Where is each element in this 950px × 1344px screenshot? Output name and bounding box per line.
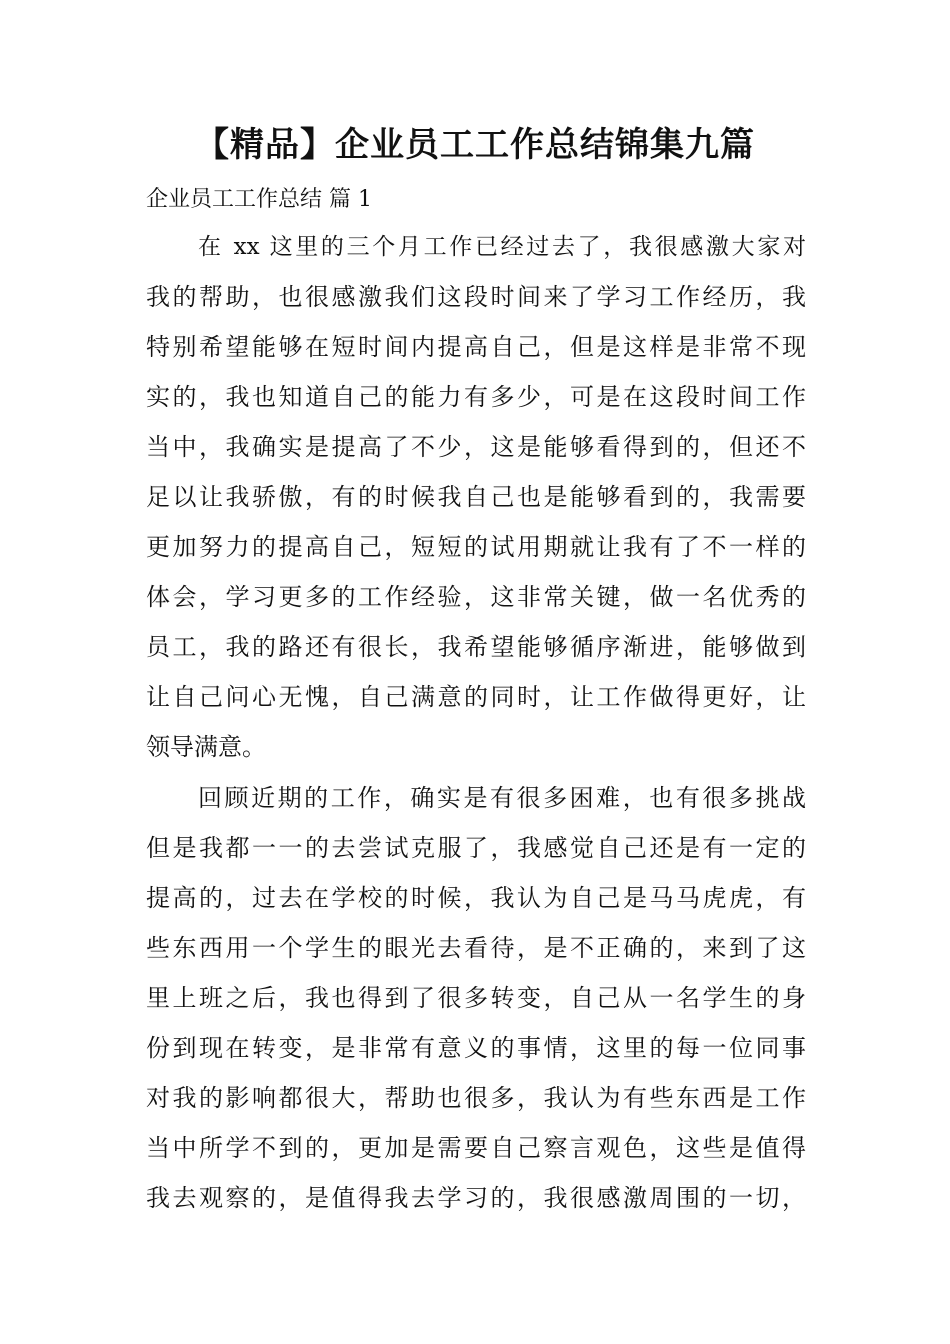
text-line: 实的，我也知道自己的能力有多少，可是在这段时间工作 [146,383,806,411]
paragraph-2 [146,773,806,1223]
text-line: 在 xx 这里的三个月工作已经过去了，我很感激大家对 [198,234,806,260]
text-line: 更加努力的提高自己，短短的试用期就让我有了不一样的 [146,533,806,561]
text-line: 足以让我骄傲，有的时候我自己也是能够看到的，我需要 [146,483,806,511]
text-line: 当中，我确实是提高了不少，这是能够看得到的，但还不 [146,433,806,461]
section-heading: 企业员工工作总结 篇 1 [146,187,372,212]
text-line: 体会，学习更多的工作经验，这非常关键，做一名优秀的 [146,583,806,611]
text-line: 但是我都一一的去尝试克服了，我感觉自己还是有一定的 [146,834,806,862]
text-line: 里上班之后，我也得到了很多转变，自己从一名学生的身 [146,984,806,1012]
text-line: 特别希望能够在短时间内提高自己，但是这样是非常不现 [146,333,806,361]
text-line: 员工，我的路还有很长，我希望能够循序渐进，能够做到 [146,633,806,661]
text-line: 我的帮助，也很感激我们这段时间来了学习工作经历，我 [146,283,806,311]
text-line: 当中所学不到的，更加是需要自己察言观色，这些是值得 [146,1134,806,1162]
text-line: 份到现在转变，是非常有意义的事情，这里的每一位同事 [146,1034,806,1062]
document-title: 【精品】企业员工工作总结锦集九篇 [195,125,755,165]
text-line: 回顾近期的工作，确实是有很多困难，也有很多挑战 [198,784,806,812]
text-line: 领导满意。 [146,733,266,761]
text-line: 提高的，过去在学校的时候，我认为自己是马马虎虎，有 [146,884,806,912]
text-line: 让自己问心无愧，自己满意的同时，让工作做得更好，让 [146,683,806,711]
text-line: 我去观察的，是值得我去学习的，我很感激周围的一切， [146,1184,806,1212]
text-line: 些东西用一个学生的眼光去看待，是不正确的，来到了这 [146,934,806,962]
text-line: 对我的影响都很大，帮助也很多，我认为有些东西是工作 [146,1084,806,1112]
paragraph-1 [146,222,806,772]
